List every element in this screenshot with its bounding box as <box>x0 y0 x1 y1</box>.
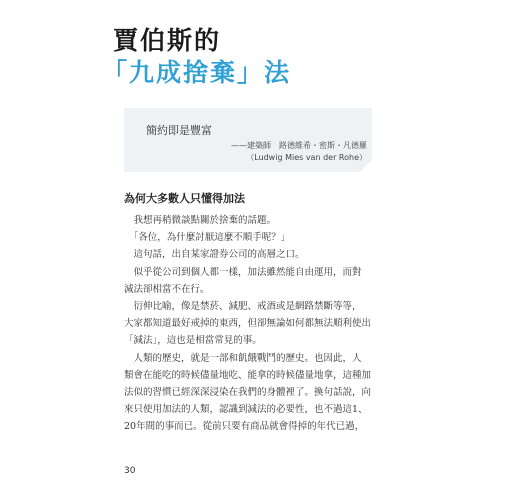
body-line: 類會在能吃的時候儘量地吃、能拿的時候儘量地拿，這種加 <box>124 369 372 381</box>
body-line: 20年間的事而已。從前只要有商品就會得掉的年代已過， <box>124 421 365 433</box>
section-heading: 為何大多數人只懂得加法 <box>124 192 245 205</box>
page-number: 30 <box>124 466 136 476</box>
body-line: 法似的習慣已經深深浸染在我們的身體裡了。換句話說，向 <box>124 386 372 398</box>
epigraph-attribution <box>231 140 367 164</box>
body-line: 人類的歷史，就是一部和飢餓戰鬥的歷史。也因此，人 <box>124 352 362 364</box>
body-line: 衍伸比喻，像是禁菸、減肥、戒酒或是網路禁斷等等， <box>124 300 362 312</box>
body-line: 大家都知道最好戒掉的東西，但卻無論如何都無法順利使出 <box>124 318 372 330</box>
epigraph-attribution-line2: （Ludwig Mies van der Rohe） <box>246 153 367 162</box>
epigraph-quote: 簡約即是豐富 <box>146 124 212 137</box>
body-text <box>124 212 376 435</box>
body-line: 減法卻相當不在行。 <box>124 283 210 295</box>
body-line: 這句話，出自某家證券公司的高層之口。 <box>124 249 305 261</box>
epigraph-attribution-line1: ——建築師 路德維希・密斯・凡德羅 <box>231 141 367 150</box>
body-line: 我想再稍微談點關於捨棄的話題。 <box>124 215 277 226</box>
chapter-title-line1: 賈伯斯的 <box>113 26 222 55</box>
body-line: 似乎從公司到個人都一樣，加法雖然能自由運用，而對 <box>124 266 362 278</box>
chapter-title-line2: 「九成捨棄」法 <box>102 58 292 87</box>
body-line: 「減法」，這也是相當常見的事。 <box>124 335 262 347</box>
body-line: 「各位，為什麼討厭這麼不順手呢？」 <box>124 232 291 244</box>
body-line: 來只使用加法的人類，認識到減法的必要性，也不過這1、 <box>124 404 368 416</box>
